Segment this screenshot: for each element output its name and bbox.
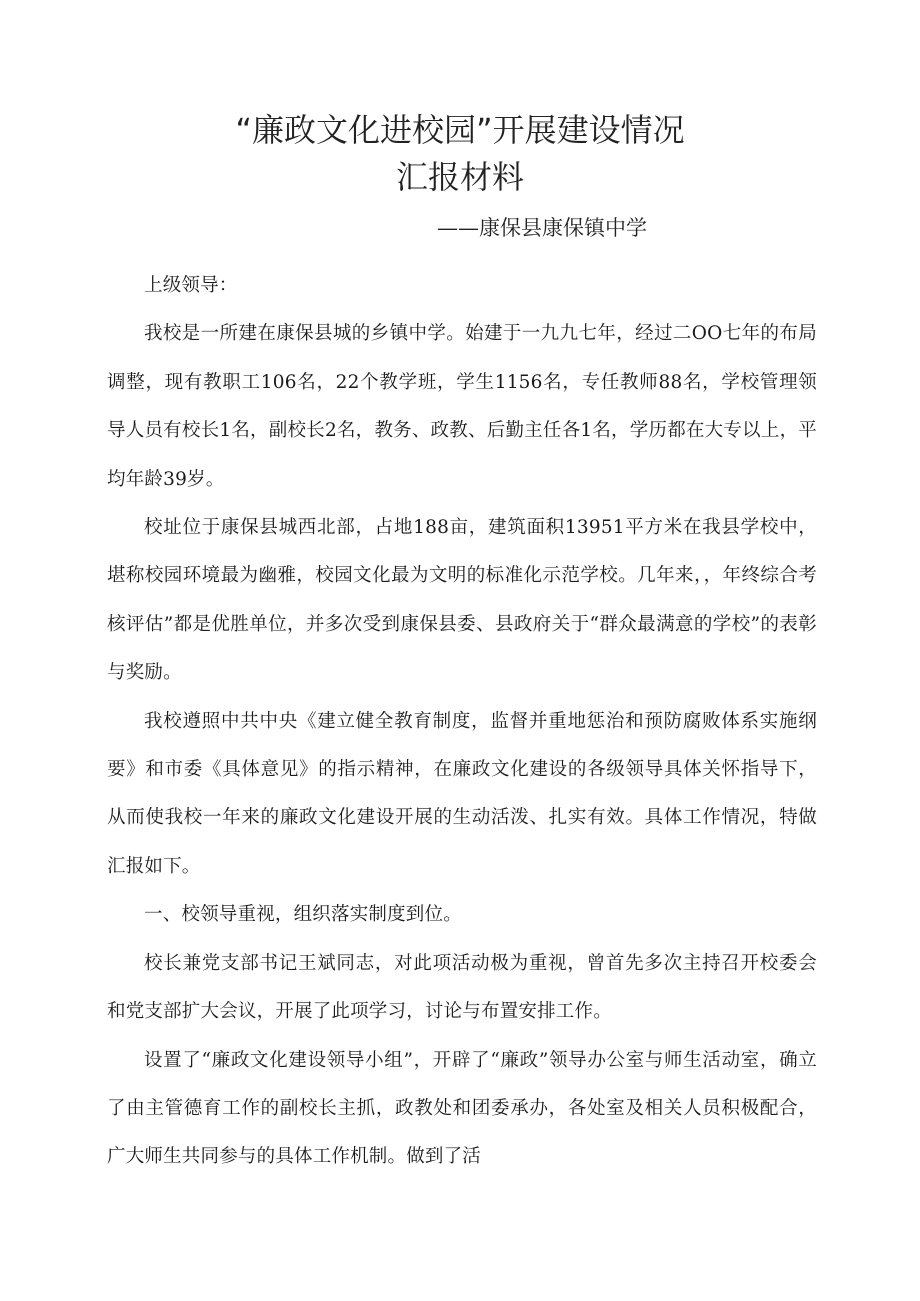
document-title-line2: 汇报材料 — [395, 158, 524, 196]
section-heading: 一、校领导重视，组织落实制度到位。 — [144, 904, 462, 926]
document-title: “廉政文化进校园”开展建设情况 — [235, 111, 685, 149]
paragraph: 校长兼党支部书记王斌同志，对此项活动极为重视，曾首先多次主持召开校委会和党支部扩大会议，开展了此项学习，讨论与布置安排工作。 — [107, 952, 817, 1023]
document-byline: ——康保县康保镇中学 — [437, 216, 647, 240]
paragraph: 设置了“廉政文化建设领导小组”，开辟了“廉政”领导办公室与师生活动室，确立了由主管德育工作的副校长主抓，政教处和团委承办，各处室及相关人员积极配合，广大师生共同参与的具体工作机制。做到了活 — [107, 1049, 817, 1168]
document-body — [107, 262, 817, 1182]
paragraph: 我校遵照中共中央《建立健全教育制度，监督并重地惩治和预防腐败体系实施纲要》和市委《具体意见》的指示精神，在廉政文化建设的各级领导具体关怀指导下，从而使我校一年来的廉政文化建设开展的生动活泼、扎实有效。具体工作情况，特做汇报如下。 — [107, 710, 817, 877]
paragraph: 我校是一所建在康保县城的乡镇中学。始建于一九九七年，经过二OO七年的布局调整，现有教职工106名，22个教学班，学生1156名，专任教师88名，学校管理领导人员有校长1名，副校长2名，教务、政教、后勤主任各1名，学历都在大专以上，平均年龄39岁。 — [107, 323, 817, 490]
paragraph: 校址位于康保县城西北部，占地188亩，建筑面积13951平方米在我县学校中，堪称校园环境最为幽雅，校园文化最为文明的标准化示范学校。几年来，，年终综合考核评估”都是优胜单位，并多次受到康保县委、县政府关于“群众最满意的学校”的表彰与奖励。 — [107, 517, 817, 684]
salutation: 上级领导： — [144, 275, 238, 296]
